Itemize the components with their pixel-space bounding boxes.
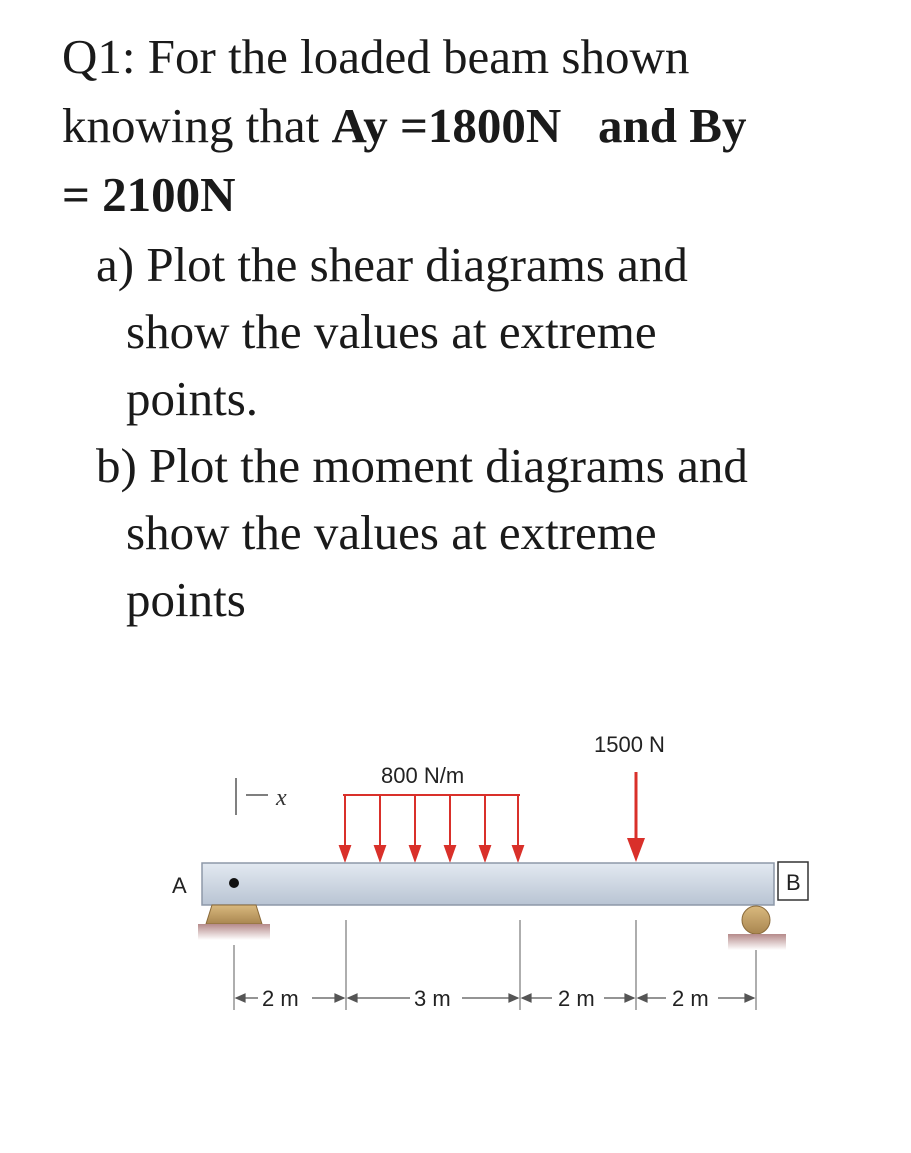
question-line-2 [62, 91, 882, 160]
distributed-load [340, 763, 523, 860]
question-text [62, 22, 882, 229]
dimension-1-label: 2 m [262, 986, 299, 1011]
part-b-line-3: points [126, 572, 246, 627]
and-by-text: and By [598, 98, 747, 153]
question-line-1: Q1: For the loaded beam shown [62, 29, 690, 84]
part-a-line-3: points. [126, 371, 259, 426]
x-coordinate-marker [236, 778, 287, 815]
support-b-label: B [786, 870, 801, 895]
by-value: = 2100N [62, 167, 236, 222]
ay-value: Ay =1800N [331, 98, 562, 153]
part-a-line-2: show the values at extreme [126, 304, 657, 359]
support-a [198, 905, 270, 940]
beam [202, 863, 774, 905]
dimension-4-label: 2 m [672, 986, 709, 1011]
beam-figure [0, 700, 911, 1060]
point-load [594, 732, 665, 862]
support-b [728, 906, 786, 950]
part-b-line-2: show the values at extreme [126, 505, 657, 560]
dimension-2-label: 3 m [414, 986, 451, 1011]
part-b-line-1: b) Plot the moment diagrams and [96, 438, 748, 493]
part-a-line-1: a) Plot the shear diagrams and [96, 237, 688, 292]
question-line-3 [62, 160, 882, 229]
question-prefix: knowing that [62, 98, 332, 153]
support-a-label: A [172, 873, 187, 898]
distributed-load-label: 800 N/m [381, 763, 465, 788]
point-load-label: 1500 N [594, 732, 665, 757]
x-label: x [276, 785, 287, 811]
pin-dot [229, 878, 239, 888]
dimension-3-label: 2 m [558, 986, 595, 1011]
